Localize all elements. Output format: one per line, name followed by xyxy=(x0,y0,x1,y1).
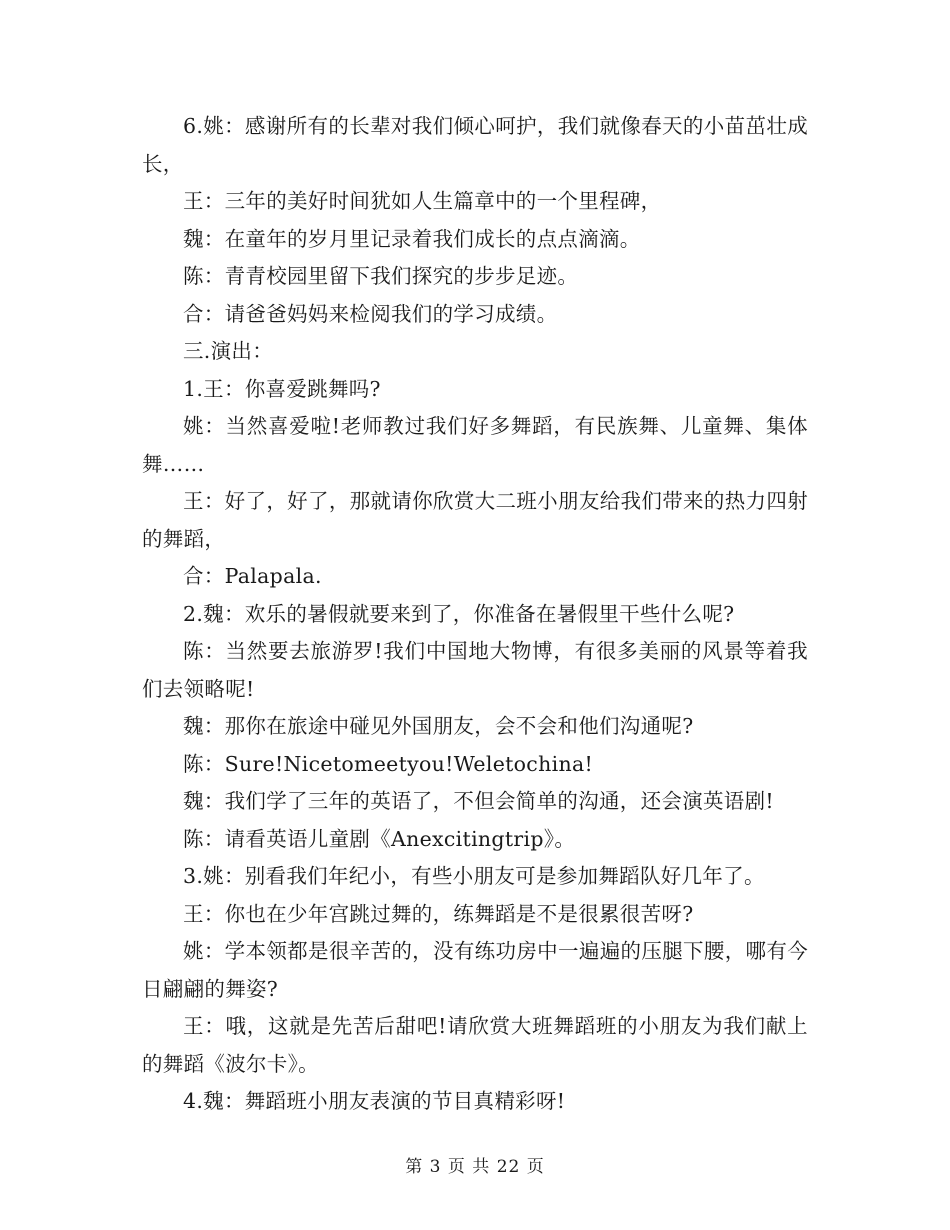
section-heading-performance: 三.演出： xyxy=(183,339,274,363)
paragraph-12: 陈：当然要去旅游罗!我们中国地大物博，有很多美丽的风景等着我们去领略呢! xyxy=(142,639,808,701)
paragraph-13: 魏：那你在旅途中碰见外国朋友，会不会和他们沟通呢? xyxy=(183,714,694,738)
paragraph-7: 1.王：你喜爱跳舞吗? xyxy=(183,376,381,401)
paragraph-15: 魏：我们学了三年的英语了，不但会简单的沟通，还会演英语剧! xyxy=(183,789,774,813)
paragraph-4: 陈：青青校园里留下我们探究的步步足迹。 xyxy=(183,264,579,288)
paragraph-19: 姚：学本领都是很辛苦的，没有练功房中一遍遍的压腿下腰，哪有今日翩翩的舞姿? xyxy=(142,939,808,1001)
page-number-footer: 第 3 页 共 22 页 xyxy=(405,1157,545,1177)
paragraph-18: 王：你也在少年宫跳过舞的，练舞蹈是不是很累很苦呀? xyxy=(183,901,694,926)
paragraph-14: 陈：Sure!Nicetomeetyou!Weletochina! xyxy=(183,751,594,776)
paragraph-3: 魏：在童年的岁月里记录着我们成长的点点滴滴。 xyxy=(183,226,641,251)
paragraph-1: 6.姚：感谢所有的长辈对我们倾心呵护，我们就像春天的小苗茁壮成长， xyxy=(142,114,808,176)
paragraph-5: 合：请爸爸妈妈来检阅我们的学习成绩。 xyxy=(183,301,558,326)
document-body xyxy=(142,108,808,1121)
paragraph-20: 王：哦，这就是先苦后甜吧!请欣赏大班舞蹈班的小朋友为我们献上的舞蹈《波尔卡》。 xyxy=(142,1014,808,1076)
paragraph-2: 王：三年的美好时间犹如人生篇章中的一个里程碑， xyxy=(183,189,662,213)
paragraph-8: 姚：当然喜爱啦!老师教过我们好多舞蹈，有民族舞、儿童舞、集体舞…… xyxy=(142,414,808,476)
paragraph-17: 3.姚：别看我们年纪小，有些小朋友可是参加舞蹈队好几年了。 xyxy=(183,864,765,888)
paragraph-11: 2.魏：欢乐的暑假就要来到了，你准备在暑假里干些什么呢? xyxy=(183,601,735,626)
paragraph-21: 4.魏：舞蹈班小朋友表演的节目真精彩呀! xyxy=(183,1089,566,1113)
paragraph-16: 陈：请看英语儿童剧《Anexcitingtrip》。 xyxy=(183,826,576,851)
paragraph-9: 王：好了，好了，那就请你欣赏大二班小朋友给我们带来的热力四射的舞蹈， xyxy=(142,489,808,551)
paragraph-10: 合：Palapala. xyxy=(183,564,322,588)
